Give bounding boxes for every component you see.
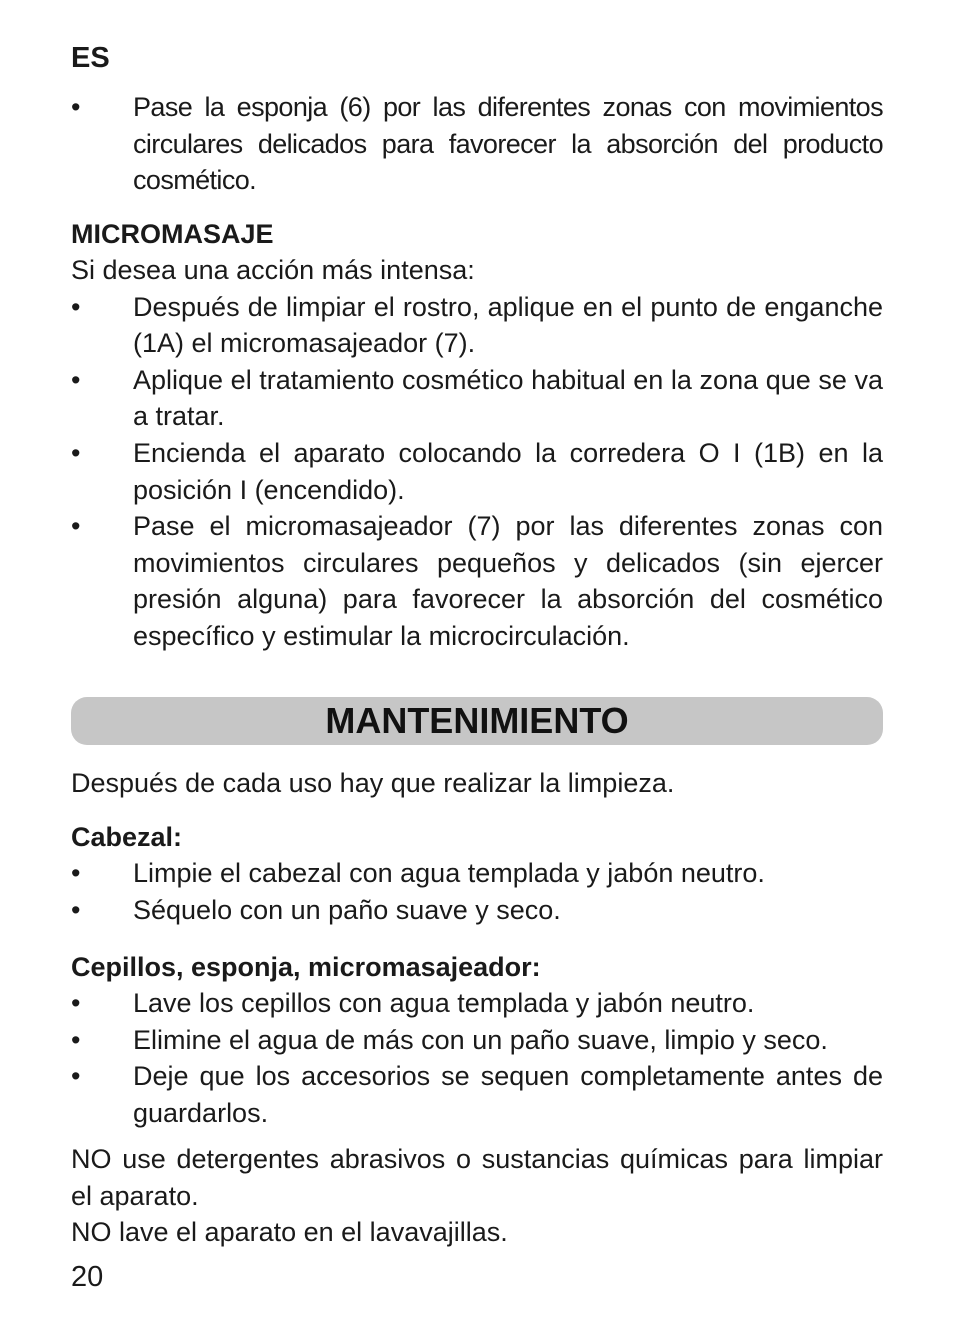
bullet-text: Pase la esponja (6) por las diferentes zonas con movimientos circulares delicados para favorecer la absorción del producto cosmético. bbox=[133, 92, 883, 196]
list-item bbox=[71, 1022, 883, 1059]
language-tag: ES bbox=[71, 42, 110, 74]
list-item bbox=[71, 985, 883, 1022]
bullet-text: Después de limpiar el rostro, aplique en el punto de enganche (1A) el micromasajeador (7). bbox=[133, 291, 883, 359]
page-number: 20 bbox=[71, 1261, 104, 1293]
list-item bbox=[71, 289, 883, 362]
list-item bbox=[71, 89, 883, 199]
cabezal-bullet-list bbox=[71, 855, 883, 928]
maintenance-lead: Después de cada uso hay que realizar la limpieza. bbox=[71, 768, 675, 798]
bullet-text: Deje que los accesorios se sequen completamente antes de guardarlos. bbox=[133, 1061, 883, 1128]
bullet-text: Elimine el agua de más con un paño suave, limpio y seco. bbox=[133, 1024, 828, 1055]
list-item bbox=[71, 1058, 883, 1131]
accesorios-heading: Cepillos, esponja, micromasajeador: bbox=[71, 952, 541, 982]
accesorios-bullet-list bbox=[71, 985, 883, 1131]
section-title-banner bbox=[71, 697, 883, 745]
bullet-icon: • bbox=[71, 511, 81, 542]
list-item bbox=[71, 855, 883, 892]
bullet-icon: • bbox=[71, 364, 81, 395]
bullet-icon: • bbox=[71, 1061, 81, 1092]
bullet-text: Séquelo con un paño suave y seco. bbox=[133, 894, 561, 925]
bullet-text: Pase el micromasajeador (7) por las diferentes zonas con movimientos circulares pequeños y delicados (sin ejercer presión alguna) para favorecer la absorción del cosmético específico y estimular la microcirculación. bbox=[133, 511, 883, 651]
bullet-text: Limpie el cabezal con agua templada y jabón neutro. bbox=[133, 858, 765, 888]
bullet-icon: • bbox=[71, 988, 81, 1018]
warning-text: NO use detergentes abrasivos o sustancias químicas para limpiar el aparato. bbox=[71, 1144, 883, 1211]
accesorios-section bbox=[71, 949, 883, 1131]
micromasaje-lead: Si desea una acción más intensa: bbox=[71, 255, 475, 285]
list-item bbox=[71, 362, 883, 435]
cabezal-heading: Cabezal: bbox=[71, 822, 183, 852]
intro-bullet-list bbox=[71, 89, 883, 199]
bullet-text: Encienda el aparato colocando la corredera O I (1B) en la posición I (encendido). bbox=[133, 437, 883, 505]
cabezal-section bbox=[71, 819, 883, 928]
section-title: MANTENIMIENTO bbox=[325, 700, 629, 741]
intro-section bbox=[71, 89, 883, 199]
warnings-section bbox=[71, 1141, 883, 1251]
bullet-icon: • bbox=[71, 437, 81, 468]
list-item bbox=[71, 435, 883, 508]
bullet-icon: • bbox=[71, 291, 81, 322]
bullet-icon: • bbox=[71, 92, 81, 122]
list-item bbox=[71, 508, 883, 654]
list-item bbox=[71, 892, 883, 929]
bullet-text: Lave los cepillos con agua templada y jabón neutro. bbox=[133, 988, 755, 1018]
warning-text: NO lave el aparato en el lavavajillas. bbox=[71, 1217, 508, 1248]
micromasaje-bullet-list bbox=[71, 289, 883, 655]
micromasaje-heading: MICROMASAJE bbox=[71, 219, 274, 249]
bullet-icon: • bbox=[71, 894, 81, 925]
bullet-icon: • bbox=[71, 858, 81, 888]
micromasaje-section bbox=[71, 216, 883, 655]
bullet-icon: • bbox=[71, 1024, 81, 1055]
bullet-text: Aplique el tratamiento cosmético habitual en la zona que se va a tratar. bbox=[133, 364, 883, 432]
